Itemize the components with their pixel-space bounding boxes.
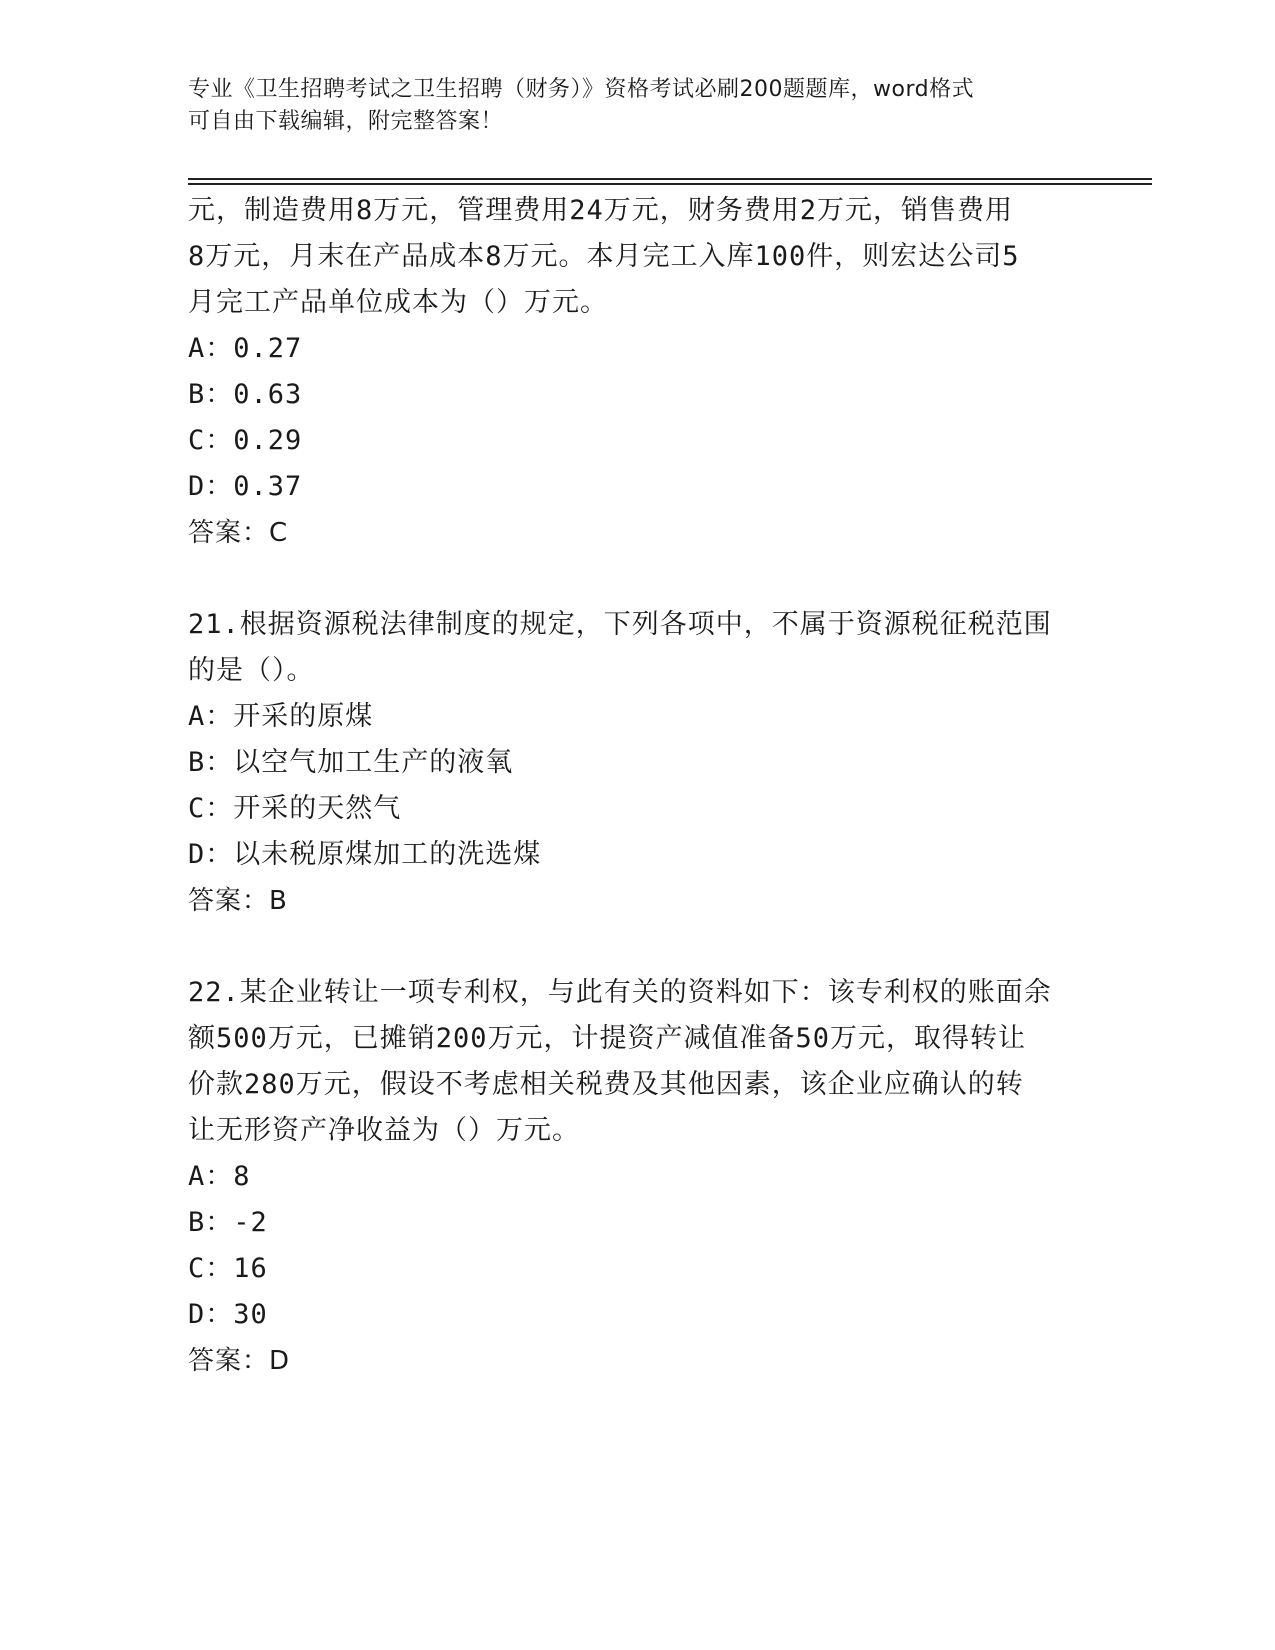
question-20	[188, 188, 1088, 556]
question-22-option-b: B：-2	[188, 1207, 268, 1238]
question-spacer	[188, 556, 1088, 602]
question-20-text-line-3: 月完工产品单位成本为（）万元。	[188, 287, 608, 318]
question-22-option-d: D：30	[188, 1299, 268, 1330]
question-21-option-b: B：以空气加工生产的液氧	[188, 747, 514, 778]
question-spacer	[188, 924, 1088, 970]
question-22	[188, 970, 1088, 1384]
question-20-option-c: C：0.29	[188, 425, 303, 456]
question-21-text-line-2: 的是（）。	[188, 655, 315, 686]
question-22-text-line-2: 额500万元，已摊销200万元，计提资产减值准备50万元，取得转让	[188, 1023, 1027, 1054]
question-22-text-line-1: 22.某企业转让一项专利权，与此有关的资料如下：该专利权的账面余	[188, 977, 1052, 1008]
question-21	[188, 602, 1088, 924]
question-21-option-d: D：以未税原煤加工的洗选煤	[188, 839, 542, 870]
question-22-answer: 答案：D	[188, 1346, 291, 1376]
question-20-option-d: D：0.37	[188, 471, 303, 502]
question-20-text-line-1: 元，制造费用8万元，管理费用24万元，财务费用2万元，销售费用	[188, 195, 1014, 226]
question-22-text-line-4: 让无形资产净收益为（）万元。	[188, 1115, 580, 1146]
question-22-text-line-3: 价款280万元，假设不考虑相关税费及其他因素，该企业应确认的转	[188, 1069, 1024, 1100]
question-22-option-c: C：16	[188, 1253, 268, 1284]
question-21-option-a: A：开采的原煤	[188, 701, 374, 732]
question-21-text-line-1: 21.根据资源税法律制度的规定，下列各项中，不属于资源税征税范围	[188, 609, 1052, 640]
question-20-answer: 答案：C	[188, 518, 289, 548]
question-20-option-b: B：0.63	[188, 379, 303, 410]
header-divider-top	[188, 178, 1152, 180]
question-20-option-a: A：0.27	[188, 333, 303, 364]
question-list	[188, 188, 1088, 1384]
header-line-2: 可自由下载编辑，附完整答案！	[188, 109, 504, 134]
question-21-answer: 答案：B	[188, 886, 288, 916]
document-header	[188, 74, 1068, 138]
header-divider-bottom	[188, 183, 1152, 185]
question-22-option-a: A：8	[188, 1161, 251, 1192]
question-21-option-c: C：开采的天然气	[188, 793, 402, 824]
header-line-1: 专业《卫生招聘考试之卫生招聘（财务）》资格考试必刷200题题库，word格式	[188, 77, 975, 102]
question-20-text-line-2: 8万元，月末在产品成本8万元。本月完工入库100件，则宏达公司5	[188, 241, 1020, 272]
